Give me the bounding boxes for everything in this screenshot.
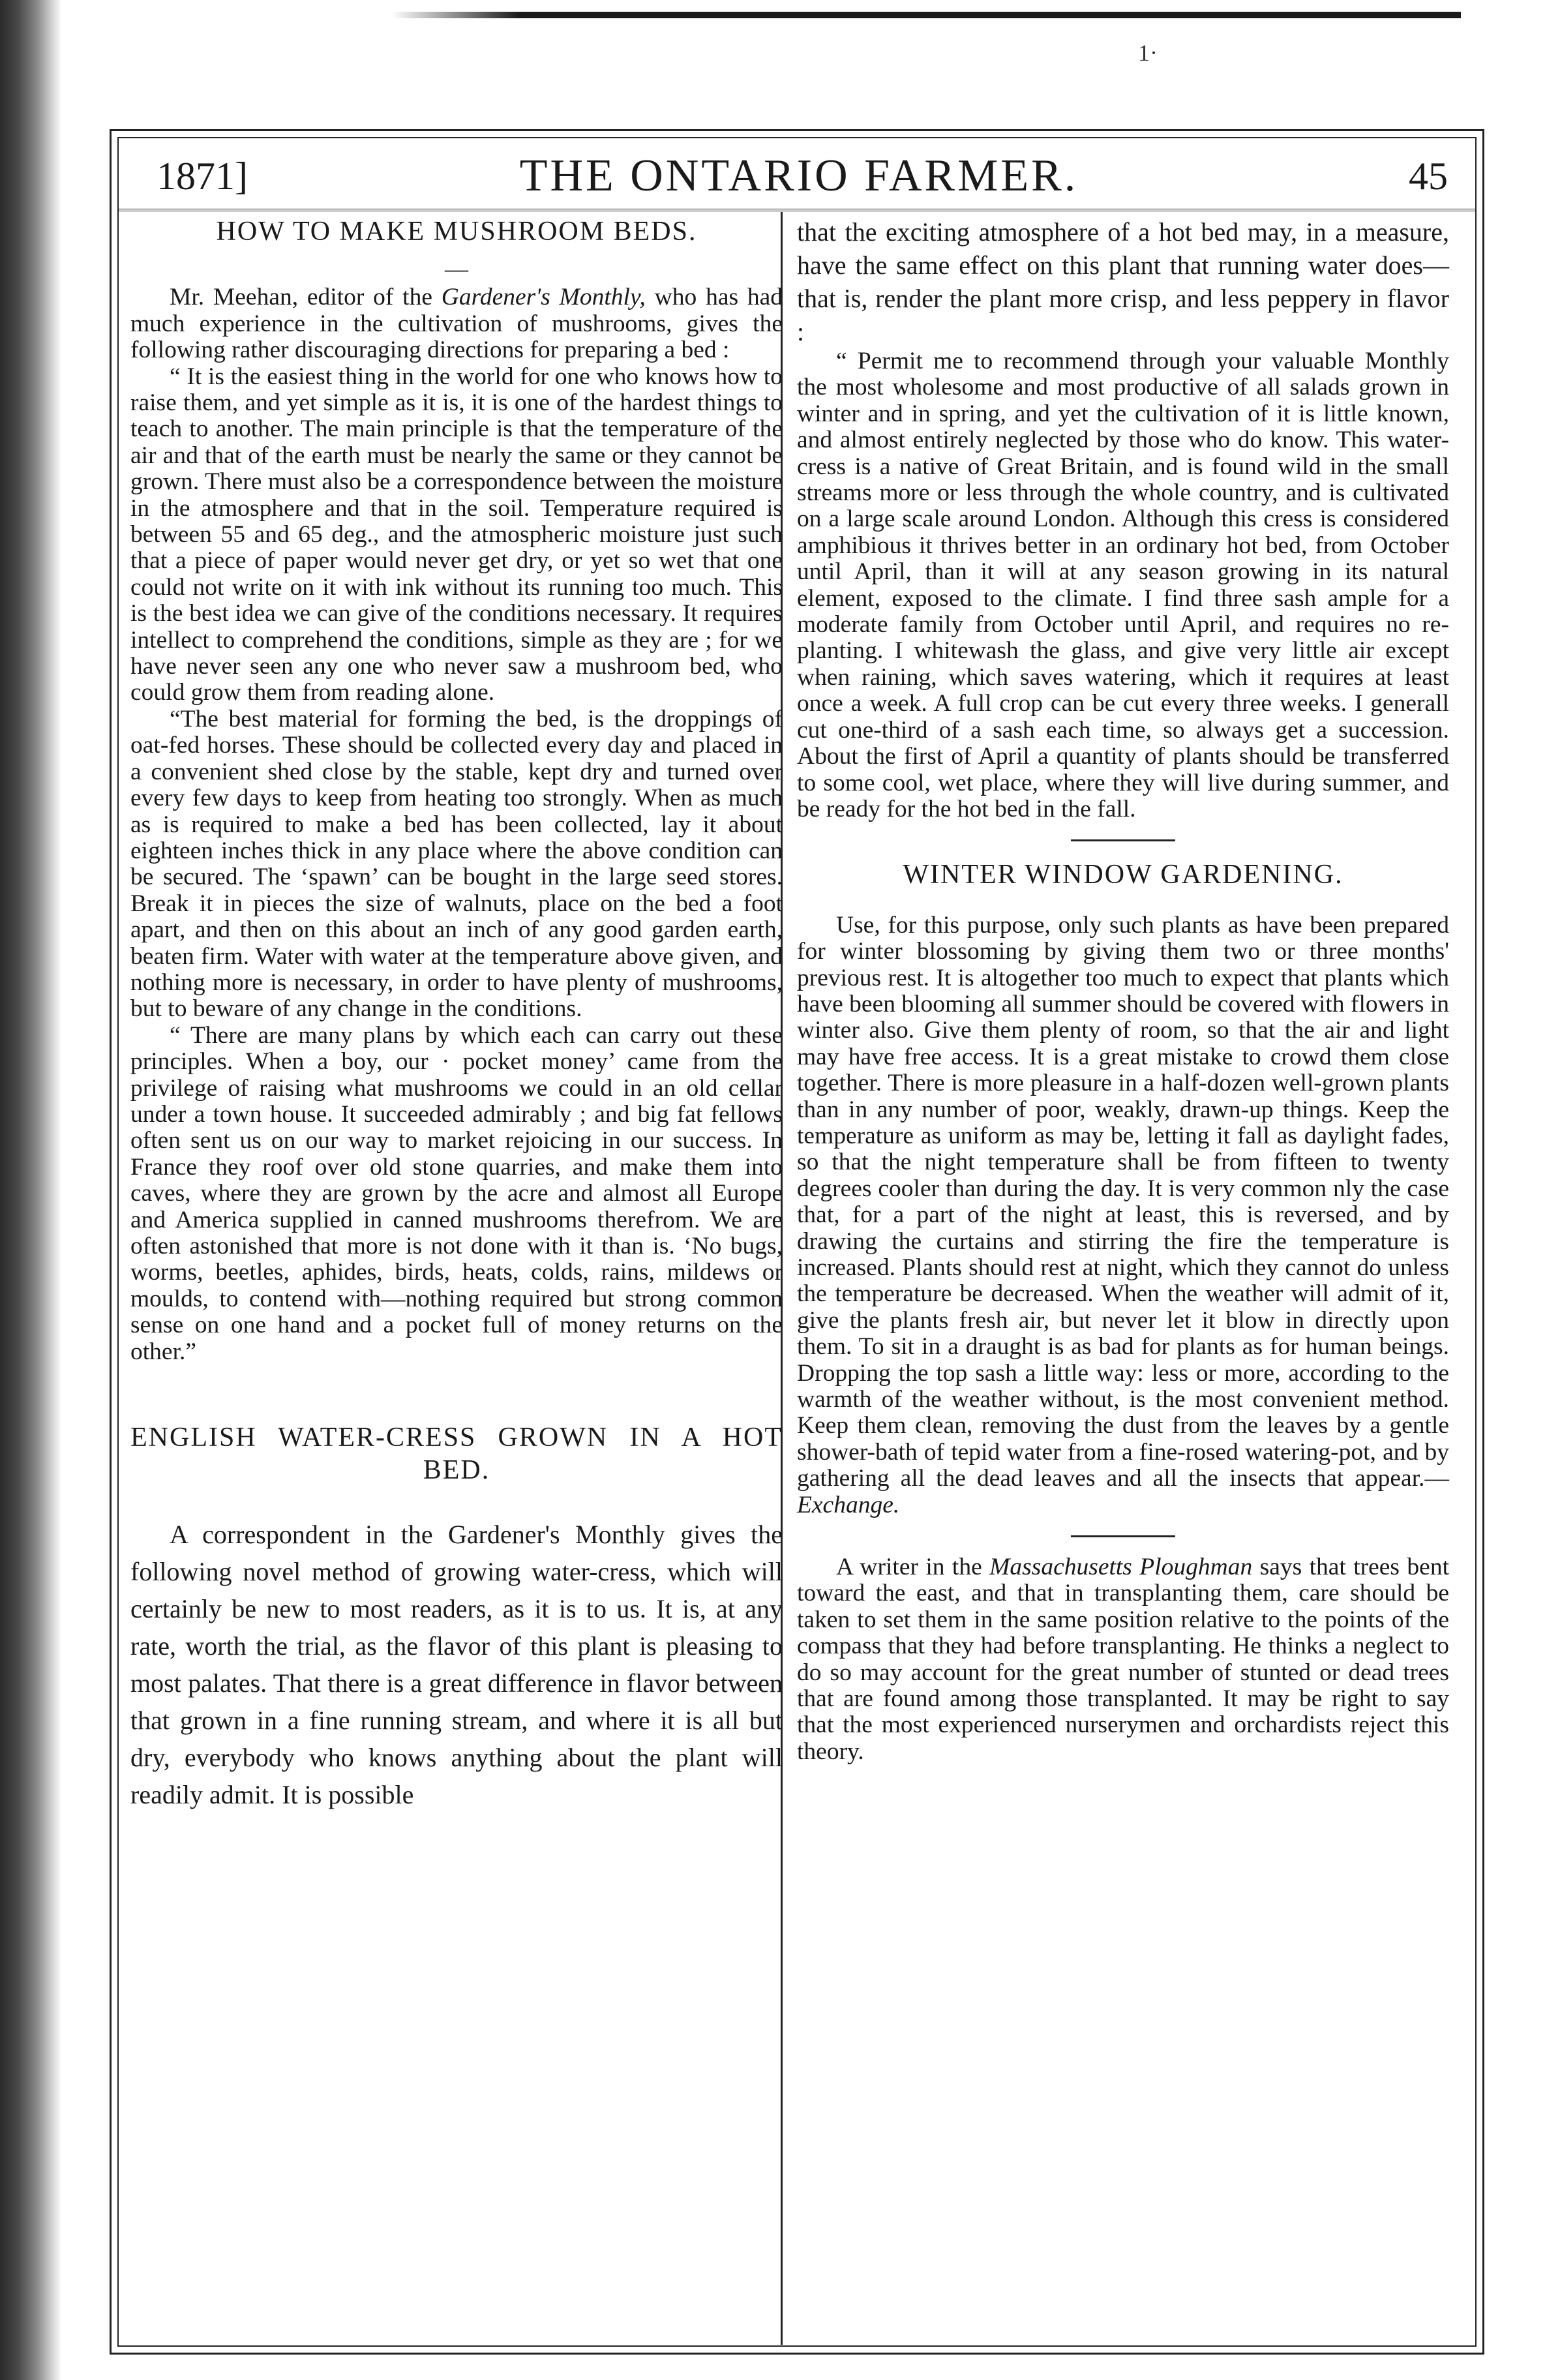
header-rule	[117, 209, 1477, 211]
mushroom-heading: HOW TO MAKE MUSHROOM BEDS.	[216, 217, 697, 247]
binding-edge	[0, 0, 62, 2380]
left-column	[130, 215, 783, 1813]
mushroom-intro: Mr. Meehan, editor of the Gardener's Monthly, who has had much experience in the cultivation of mushrooms, gives the following rather discouraging directions for preparing a bed :	[130, 284, 783, 364]
mushroom-paragraph-2: “The best material for forming the bed, is the droppings of oat-fed horses. These should be collected every day and placed in a convenient shed close by the stable, kept dry and turned over every few days to keep from heating too strongly. When as much as is required to make a bed has been collected, lay it about eighteen inches thick in any place where the above condition can be secured. The ‘spawn’ can be bought in the large seed stores. Break it in pieces the size of walnuts, place on the bed a foot apart, and then on this about an inch of any good garden earth, beaten firm. Water with water at the temperature above given, and nothing more is necessary, in order to have plenty of mushrooms, but to beware of any change in the conditions.	[130, 705, 783, 1023]
top-edge-rule	[391, 12, 1461, 18]
journal-name: Gardener's Monthly,	[441, 284, 646, 311]
header-year: 1871]	[157, 155, 248, 198]
running-header	[137, 142, 1461, 214]
watercress-paragraph-1: A correspondent in the Gardener's Monthly gives the following novel method of growing water-cress, which will certainly be new to most readers, as it is to us. It is, at any rate, worth the trial, as the flavor of this plant is pleasing to most palates. That there is a great difference in flavor between that grown in a fine running stream, and where it is all but dry, everybody who knows anything about the plant will readily admit. It is possible	[130, 1519, 783, 1809]
mushroom-paragraph-3: “ There are many plans by which each can carry out these principles. When a boy, our · pocket money’ came from the privilege of raising what mushrooms we could in an old cellar under a town house. It succeeded admirably ; and big fat fellows often sent us on our way to market rejoicing in our success. In France they roof over old stone quarries, and make them into caves, where they are grown by the acre and almost all Europe and America supplied in canned mushrooms therefrom. We are often astonished that more is not done with it than is. ‘No bugs, worms, beetles, aphides, birds, heats, colds, rains, mildews or moulds, to contend with—nothing required but strong common sense on one hand and a pocket full of money returns on the other.”	[130, 1021, 783, 1365]
winter-paragraph: Use, for this purpose, only such plants as have been prepared for winter blossoming by giving them two or three months' previous rest. It is altogether too much to expect that plants which have been blooming all summer should be covered with flowers in winter also. Give them plenty of room, so that the air and light may have free access. It is a great mistake to crowd them close together. There is more pleasure in a half-dozen well-grown plants than in any number of poor, weakly, drawn-up things. Keep the temperature as uniform as may be, letting it fall as daylight fades, so that the night temperature shall be from fifteen to twenty degrees cooler than during the day. It is very common nly the case that, for a part of the night at least, this is reversed, and by drawing the curtains and stirring the fire the temperature is increased. Plants should rest at night, which they cannot do unless the temperature be decreased. When the weather will admit of it, give the plants fresh air, but never let it blow in directly upon them. To sit in a draught is as bad for plants as for human beings. Dropping the top sash a little way: less or more, according to the warmth of the weather without, is the most convenient method. Keep them clean, removing the dust from the leaves by a gentle shower-bath of tepid water from a fine-rosed watering-pot, and by gathering all the dead leaves and all the insects that appear.—Exchange.	[797, 911, 1449, 1518]
page-mark: 1·	[1138, 40, 1158, 66]
header-page-number: 45	[1409, 155, 1448, 198]
winter-heading: WINTER WINDOW GARDENING.	[903, 860, 1343, 890]
mushroom-paragraph-1: “ It is the easiest thing in the world for one who knows how to raise them, and yet simple as it is, it is one of the hardest things to teach to another. The main principle is that the temperature of the air and that of the earth must be nearly the same or they cannot be grown. There must also be a correspondence between the moisture in the atmosphere and that in the soil. Temperature required is between 55 and 65 deg., and the atmospheric moisture just such that a piece of paper would never get dry, or yet so wet that one could not write on it with ink without its running too much. This is the best idea we can give of the conditions necessary. It requires intellect to comprehend the conditions, simple as they are ; for we have never seen any one who never saw a mushroom bed, who could grow them from reading alone.	[130, 363, 783, 706]
watercress-continued: that the exciting atmosphere of a hot bed may, in a measure, have the same effect on this plant that running water does—that is, render the plant more crisp, and less peppery in flavor :	[797, 217, 1449, 346]
section-separator	[1071, 839, 1175, 841]
right-column	[797, 215, 1449, 1765]
section-separator-2	[1071, 1535, 1175, 1537]
watercress-letter: “ Permit me to recommend through your valuable Monthly the most wholesome and most productive of all salads grown in winter and in spring, and yet the cultivation of it is little known, and almost entirely neglected by those who do know. This water-cress is a native of Great Britain, and is found wild in the small streams more or less through the whole country, and is cultivated on a large scale around London. Although this cress is considered amphibious it thrives better in an ordinary hot bed, from October until April, than it will at any season growing in its natural element, exposed to the climate. I find three sash ample for a moderate family from October until April, and requires no re-planting. I whitewash the glass, and give very little air except when raining, which saves watering, which it requires at least once a week. A full crop can be cut every three weeks. I generall cut one-third of a sash each time, so always get a succession. About the first of April a quantity of plants should be transferred to some cool, wet place, where they will live during summer, and be ready for the hot bed in the fall.	[797, 348, 1449, 822]
watercress-heading: ENGLISH WATER-CRESS GROWN IN A HOT BED.	[130, 1423, 783, 1486]
ploughman-journal: Massachusetts Ploughman	[989, 1554, 1253, 1581]
header-title: THE ONTARIO FARMER.	[519, 151, 1079, 201]
winter-source: Exchange.	[797, 1491, 900, 1518]
heading-dash: —	[445, 256, 468, 282]
trees-paragraph: A writer in the Massachusetts Ploughman says that trees bent toward the east, and that in transplanting them, care should be taken to set them in the same position relative to the points of the compass that they had before transplanting. He thinks a neglect to do so may account for the great number of stunted or dead trees that are found among those transplanted. It may be right to say that the most experienced nurserymen and orchardists reject this theory.	[797, 1554, 1449, 1765]
